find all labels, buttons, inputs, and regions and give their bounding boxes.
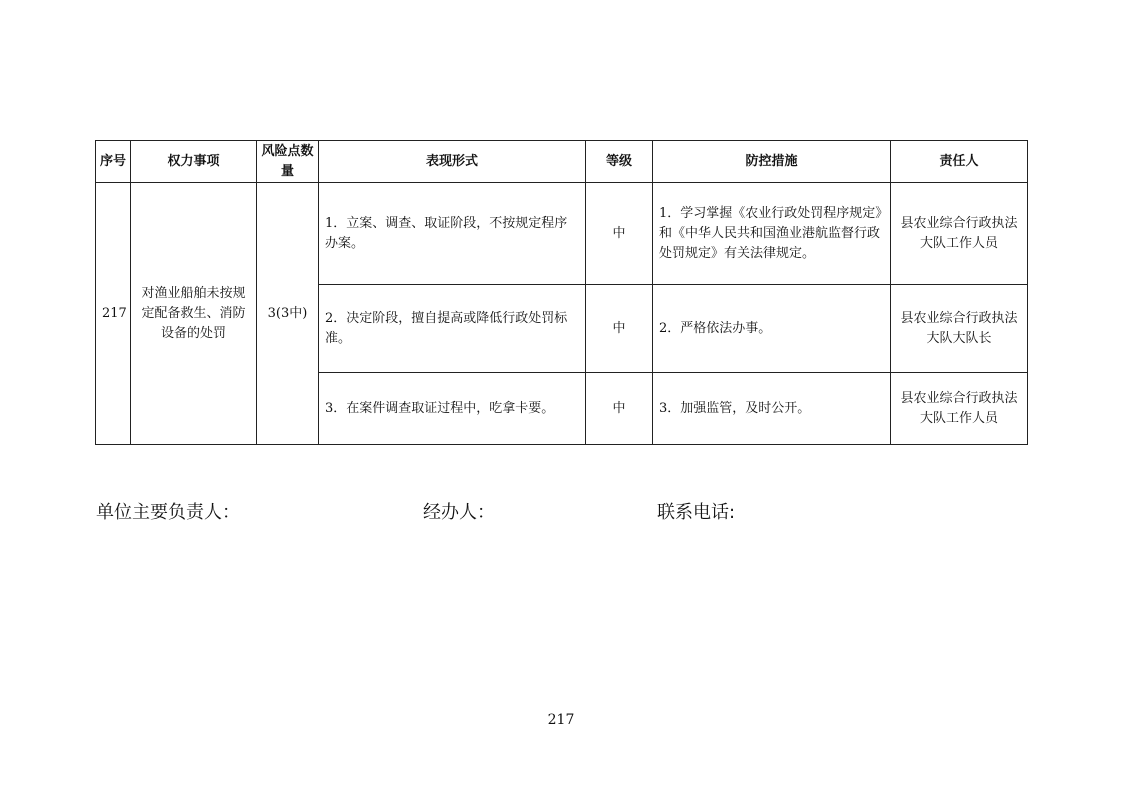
header-matter: 权力事项 xyxy=(131,141,257,183)
item-seq: 217 xyxy=(96,183,131,445)
page-number: 217 xyxy=(547,712,575,728)
row-manifestation: 2．决定阶段，擅自提高或降低行政处罚标准。 xyxy=(319,285,586,373)
header-measures: 防控措施 xyxy=(653,141,891,183)
header-level: 等级 xyxy=(586,141,653,183)
header-risk-count: 风险点数量 xyxy=(257,141,319,183)
header-responsible: 责任人 xyxy=(891,141,1028,183)
row-level: 中 xyxy=(586,285,653,373)
row-level: 中 xyxy=(586,183,653,285)
row-manifestation: 1．立案、调查、取证阶段，不按规定程序办案。 xyxy=(319,183,586,285)
header-manifestation: 表现形式 xyxy=(319,141,586,183)
row-responsible: 县农业综合行政执法大队工作人员 xyxy=(891,373,1028,445)
row-level: 中 xyxy=(586,373,653,445)
table-row xyxy=(96,183,1028,285)
row-measures: 2．严格依法办事。 xyxy=(653,285,891,373)
table-header-row xyxy=(96,141,1028,183)
row-measures: 1．学习掌握《农业行政处罚程序规定》和《中华人民共和国渔业港航监督行政处罚规定》有关法律规定。 xyxy=(653,183,891,285)
row-responsible: 县农业综合行政执法大队大队长 xyxy=(891,285,1028,373)
item-risk-count: 3(3中) xyxy=(257,183,319,445)
row-measures: 3．加强监管，及时公开。 xyxy=(653,373,891,445)
header-seq: 序号 xyxy=(96,141,131,183)
item-matter: 对渔业船舶未按规定配备救生、消防设备的处罚 xyxy=(131,183,257,445)
row-manifestation: 3．在案件调查取证过程中，吃拿卡要。 xyxy=(319,373,586,445)
row-responsible: 县农业综合行政执法大队工作人员 xyxy=(891,183,1028,285)
unit-head-label: 单位主要负责人： xyxy=(96,502,240,523)
handler-label: 经办人： xyxy=(423,502,495,523)
risk-control-table xyxy=(95,140,1028,445)
phone-label: 联系电话: xyxy=(657,502,736,523)
